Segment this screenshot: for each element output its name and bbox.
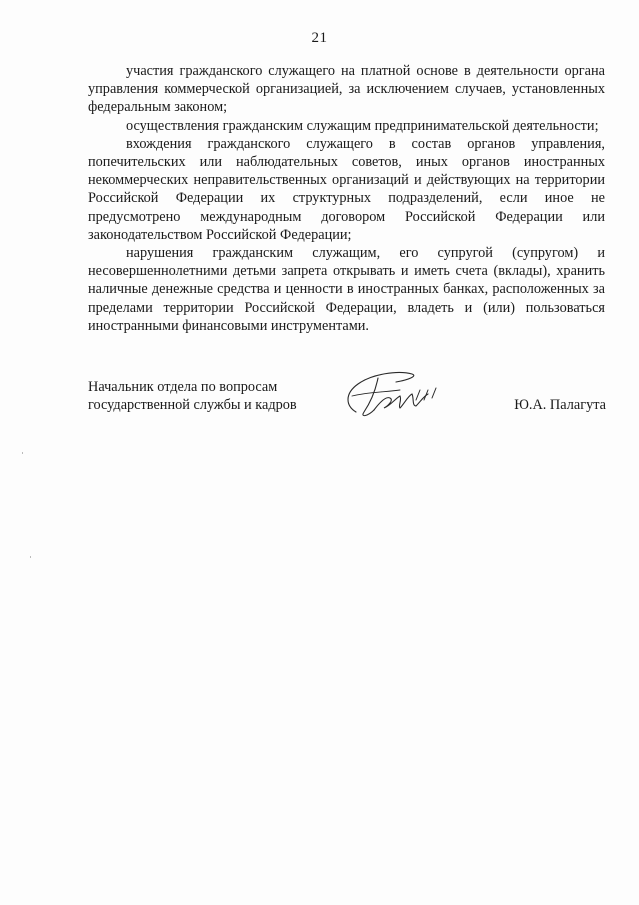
document-body — [88, 62, 605, 335]
paragraph-foreign-accounts: нарушения гражданским служащим, его супругой (супругом) и несовершеннолетними детьми запрета открывать и иметь счета (вклады), хранить наличные денежные средства и ценности в иностранных банках, расположенных за пределами территории Российской Федерации, владеть и (или) пользоваться иностранными финансовыми инструментами. — [88, 245, 605, 334]
paragraph-entrepreneurship: осуществления гражданским служащим предпринимательской деятельности; — [126, 117, 599, 134]
paragraph-foreign-ngo-bodies: вхождения гражданского служащего в состав органов управления, попечительских или наблюдательных советов, иных органов иностранных некоммерческих неправительственных организаций и действующих на территории Российской Федерации их структурных подразделений, если иное не предусмотрено международным договором Российской Федерации или законодательством Российской Федерации; — [88, 135, 605, 243]
scan-speck — [30, 556, 31, 558]
signature-block — [88, 378, 608, 438]
signer-position-line-1: Начальник отдела по вопросам — [88, 379, 278, 395]
signer-name: Ю.А. Палагута — [514, 397, 606, 413]
signer-position — [88, 378, 328, 414]
scan-speck — [22, 452, 23, 454]
signer-position-line-2: государственной службы и кадров — [88, 397, 297, 414]
paragraph-commercial-management: участия гражданского служащего на платной основе в деятельности органа управления коммерческой организацией, за исключением случаев, установленных федеральным законом; — [88, 63, 605, 116]
page-number: 21 — [311, 30, 328, 46]
handwritten-signature — [338, 366, 448, 426]
